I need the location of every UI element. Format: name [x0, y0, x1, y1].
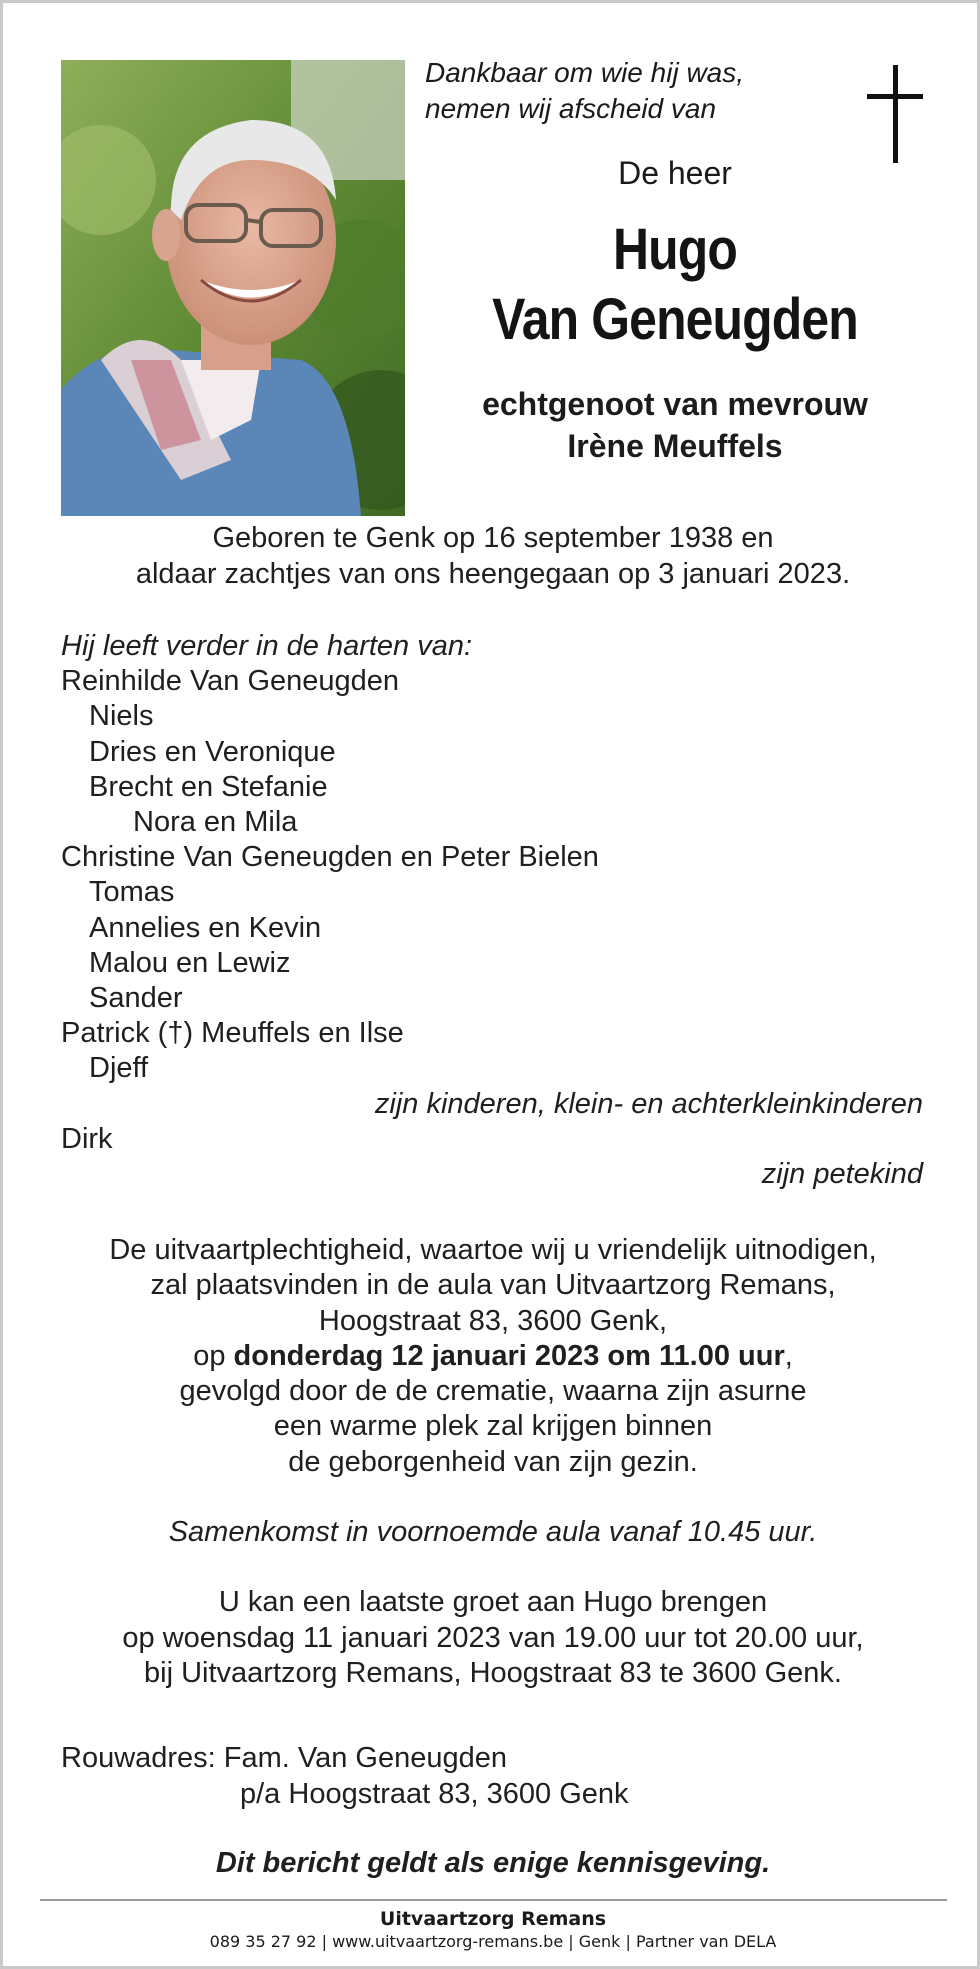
gathering-info: Samenkomst in voornoemde aula vanaf 10.45 uur. [168, 1516, 818, 1549]
intro-line-2: nemen wij afscheid van [425, 93, 717, 124]
family-line: Tomas [89, 876, 175, 909]
ceremony-info [3, 1233, 980, 1691]
family-line: Patrick (†) Meuffels en Ilse [61, 1017, 404, 1050]
family-line: Annelies en Kevin [89, 911, 322, 944]
family-list [61, 629, 923, 1192]
deceased-name [451, 215, 898, 355]
family-relation: zijn petekind [761, 1158, 923, 1191]
first-name: Hugo [612, 217, 737, 282]
funeral-home-contact: 089 35 27 92 | www.uitvaartzorg-remans.be | Genk | Partner van DELA [209, 1932, 777, 1951]
family-line: Djeff [89, 1052, 149, 1085]
ceremony-line-5: gevolgd door de de crematie, waarna zijn asurne [179, 1375, 807, 1408]
ceremony-date-suffix: , [784, 1339, 793, 1372]
visit-line-3: bij Uitvaartzorg Remans, Hoogstraat 83 te 3600 Genk. [144, 1656, 842, 1689]
family-line: Reinhilde Van Geneugden [61, 665, 400, 698]
salutation: De heer [618, 155, 732, 191]
ceremony-line-2: zal plaatsvinden in de aula van Uitvaartzorg Remans, [150, 1269, 836, 1302]
intro-line-1: Dankbaar om wie hij was, [425, 57, 745, 88]
family-line: Niels [89, 700, 154, 733]
spouse-info [415, 383, 935, 467]
ceremony-date-prefix: op [193, 1339, 234, 1372]
funeral-home-name: Uitvaartzorg Remans [379, 1908, 607, 1930]
birth-death-info [3, 520, 980, 592]
family-line: Sander [89, 982, 183, 1015]
family-line: Dries en Veronique [89, 735, 336, 768]
family-line: Christine Van Geneugden en Peter Bielen [61, 841, 599, 874]
family-header: Hij leeft verder in de harten van: [61, 630, 473, 662]
ceremony-line-1: De uitvaartplechtigheid, waartoe wij u vriendelijk uitnodigen, [109, 1234, 877, 1266]
family-line: Malou en Lewiz [89, 946, 291, 979]
born-line-1: Geboren te Genk op 16 september 1938 en [212, 522, 774, 554]
ceremony-line-3: Hoogstraat 83, 3600 Genk, [318, 1304, 668, 1337]
ceremony-line-7: de geborgenheid van zijn gezin. [288, 1445, 698, 1478]
notice-text: Dit bericht geldt als enige kennisgeving. [215, 1847, 771, 1879]
mourning-address [61, 1740, 629, 1812]
address-line-2: p/a Hoogstraat 83, 3600 Genk [240, 1778, 629, 1810]
family-relation: zijn kinderen, klein- en achterkleinkinderen [374, 1087, 923, 1120]
family-line: Brecht en Stefanie [89, 770, 328, 803]
spouse-line-2: Irène Meuffels [567, 428, 783, 464]
spouse-line-1: echtgenoot van mevrouw [482, 386, 868, 422]
family-line: Dirk [61, 1122, 113, 1155]
family-line: Nora en Mila [133, 806, 298, 839]
footer [3, 1907, 980, 1953]
visit-line-2: op woensdag 11 januari 2023 van 19.00 uur tot 20.00 uur, [122, 1621, 864, 1654]
cross-icon [867, 65, 923, 163]
ceremony-date-line [3, 1339, 980, 1374]
portrait-photo [61, 60, 405, 516]
visit-line-1: U kan een laatste groet aan Hugo brengen [218, 1586, 768, 1619]
portrait-illustration [61, 60, 405, 516]
footer-divider [40, 1899, 947, 1901]
deceased-header [415, 153, 935, 467]
born-line-2: aldaar zachtjes van ons heengegaan op 3 januari 2023. [135, 558, 851, 590]
ceremony-line-6: een warme plek zal krijgen binnen [273, 1410, 713, 1443]
last-name: Van Geneugden [492, 287, 858, 352]
intro-text [425, 55, 744, 127]
ceremony-date: donderdag 12 januari 2023 om 11.00 uur [233, 1339, 785, 1372]
address-line-1: Rouwadres: Fam. Van Geneugden [61, 1742, 508, 1774]
